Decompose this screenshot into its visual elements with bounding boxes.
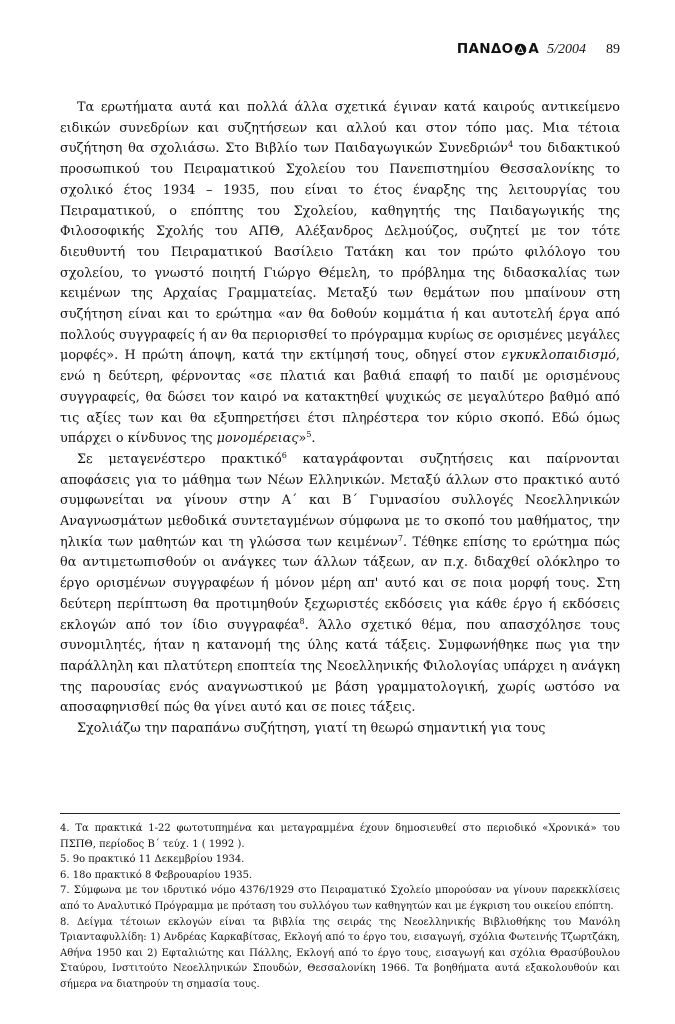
italic-term: εγκυκλοπαιδισμό xyxy=(501,348,616,364)
journal-title xyxy=(457,41,539,57)
text-run: Σε μεταγενέστερο πρακτικό xyxy=(77,451,282,467)
footnote-7: 7. Σύμφωνα με τον ιδρυτικό νόμο 4376/1929 στο Πειραματικό Σχολείο μπορούσαν να γίνουν παρεκκλίσεις από το Αναλυτικό Πρόγραμμα με πρόταση του συλλόγου των καθηγητών και με έγκριση του οικείου επόπτη. xyxy=(60,885,620,912)
text-run: καταγράφονται συζητήσεις και παίρνονται αποφάσεις για το μάθημα των Νέων Ελληνικών. Μεταξύ άλλων στο πρακτικό αυτό συμφωνείται να γίνουν στην Α΄ και Β΄ Γυμνασίου συλλογές Νεοελληνικών Αναγνωσμάτων μεθοδικά συντεταγμένων σύμφωνα με το σκοπό του μαθήματος, την ηλικία των μαθητών και τη γλώσσα των κειμένων xyxy=(60,451,621,550)
text-run: Τα ερωτήματα αυτά και πολλά άλλα σχετικά έγιναν κατά καιρούς αντικείμενο ειδικών συνεδρίων και συζητήσεων και αλλού και στον τόπο μας. Μια τέτοια συζήτηση θα σχολιάσω. Στο Βιβλίο των Παιδαγωγικών Συνεδριών xyxy=(60,100,620,157)
paragraph-3 xyxy=(60,719,620,740)
text-run: . Άλλο σχετικό θέμα, που απασχόλησε τους συνομιλητές, ήταν η κατανομή της ύλης κατά τάξεις. Συμφωνήθηκε πως για την παράλληλη και πλατύτερη εποπτεία της Νεοελληνικής Φιλολογίας υπάρχει η ανάγκη της παρουσίας ενός αναγνωστικού με βάση γραμματολογική, χωρίς ωστόσο να αποσαφηνισθεί πώς θα γίνει αυτό και σε ποιες τάξεις. xyxy=(60,617,620,716)
footnote-ref: 5 xyxy=(306,430,312,440)
footnote-ref: 7 xyxy=(397,533,403,543)
journal-title-right: Α xyxy=(528,41,540,57)
running-header xyxy=(457,41,620,58)
text-run: . Τέθηκε επίσης το ερώτημα πώς θα αντιμετωπισθούν οι ανάγκες των άλλων τάξεων, αν π.χ. διδαχθεί ολόκληρο το έργο ορισμένων συγγραφέων ή μόνον μέρη απ' αυτό και σε ποια μορφή τους. Στη δεύτερη περίπτωση θα προτιμηθούν ξεχωριστές εκδόσεις για κάθε έργο ή εκδόσεις εκλογών από τον ίδιο συγγραφέα xyxy=(60,534,620,633)
text-run: . xyxy=(311,431,316,447)
footnote-ref: 4 xyxy=(508,140,514,150)
pandora-logo-icon xyxy=(514,43,527,56)
footnote-5: 5. 9ο πρακτικό 11 Δεκεμβρίου 1934. xyxy=(60,854,245,866)
text-run: , ενώ η δεύτερη, φέρνοντας «σε πλατιά και βαθιά επαφή το παιδί με ορισμένους συγγραφείς, θα δώσει τον καιρό να κατακτηθεί ψυχικώς σε μεγαλύτερο βαθμό από τις αξίες των και θα εξυπηρετήσει έτσι πληρέστερα τον κύριο σκοπό. Εδώ όμως υπάρχει ο κίνδυνος της xyxy=(60,348,620,447)
text-run: του διδακτικού προσωπικού του Πειραματικού Σχολείου του Πανεπιστημίου Θεσσαλονίκης το σχολικό έτος 1934 – 1935, που είναι το έτος έναρξης της λειτουργίας του Πειραματικού, ο επόπτης του Σχολείου, καθηγητής της Παιδαγωγικής της Φιλοσοφικής Σχολής του ΑΠΘ, Αλέξανδρος Δελμούζος, συζητεί με τον τότε διευθυντή του Πειραματικού Βασίλειο Τατάκη και τον πρώτο φιλόλογο του σχολείου, το γνωστό ποιητή Γιώργο Θέμελη, το πρόβλημα της διδασκαλίας των κειμένων της Αρχαίας Γραμματείας. Μεταξύ των θεμάτων που μπαίνουν στη συζήτηση είναι και το ερώτημα «αν θα δοθούν κομμάτια ή και αυτοτελή έργα από πολλούς συγγραφείς ή αν θα περιορισθεί το πρόγραμμα κυρίως σε ορισμένες μεγάλες μορφές». Η πρώτη άποψη, κατά την εκτίμησή τους, οδηγεί στον xyxy=(60,141,620,364)
paragraph-1 xyxy=(60,98,620,450)
text-run: Σχολιάζω την παραπάνω συζήτηση, γιατί τη θεωρώ σημαντική για τους xyxy=(77,721,546,737)
paragraph-2 xyxy=(60,450,620,719)
footnote-6: 6. 18ο πρακτικό 8 Φεβρουαρίου 1935. xyxy=(60,869,253,881)
journal-title-left: ΠΑΝΔΟ xyxy=(456,41,514,57)
body-text xyxy=(60,98,620,740)
issue-number: 5/2004 xyxy=(547,42,586,57)
footnote-ref: 8 xyxy=(299,616,305,626)
footnote-4: 4. Τα πρακτικά 1-22 φωτοτυπημένα και μεταγραμμένα έχουν δημοσιευθεί στο περιοδικό «Χρονικά» του ΠΣΠΘ, περίοδος Β΄ τεύχ. 1 ( 1992 ). xyxy=(60,823,620,850)
footnote-8: 8. Δείγμα τέτοιων εκλογών είναι τα βιβλία της σειράς της Νεοελληνικής Βιβλιοθήκης του Μανόλη Τριανταφυλλίδη: 1) Ανδρέας Καρκαβίτσας, Εκλογή από το έργο του, εισαγωγή, σχόλια Φωτεινής Τζωρτζάκη, Αθήνα 1950 και 2) Εφταλιώτης και Πάλλης, Εκλογή από το έργο τους, εισαγωγή και σχόλια Θρασύβουλου Σταύρου, Ινστιτούτο Νεοελληνικών Σπουδών, Θεσσαλονίκη 1966. Τα βοηθήματα αυτά εξακολουθούν και σήμερα να διατηρούν τη σημασία τους. xyxy=(60,916,620,990)
italic-term: μονομέρειας xyxy=(216,431,299,447)
page-number: 89 xyxy=(606,42,620,57)
footnote-divider xyxy=(60,813,620,814)
text-run: » xyxy=(298,431,307,447)
footnotes xyxy=(60,821,620,993)
footnote-ref: 6 xyxy=(281,450,287,460)
